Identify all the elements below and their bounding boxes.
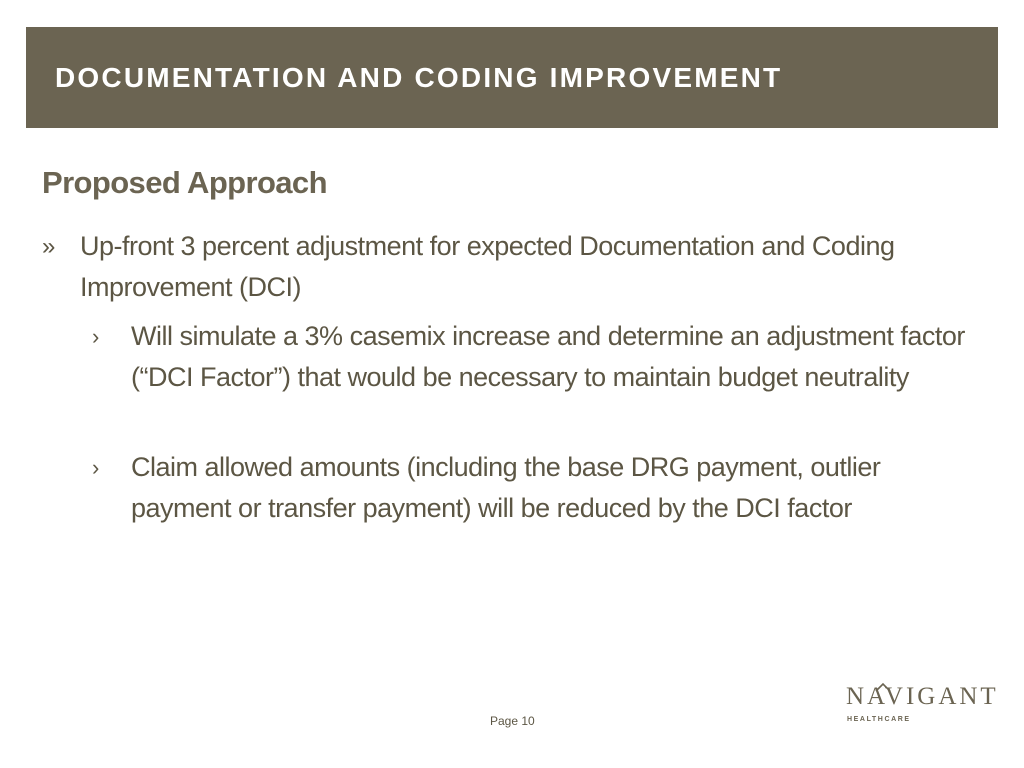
- sub-bullet-item: [92, 316, 972, 398]
- slide-title: DOCUMENTATION AND CODING IMPROVEMENT: [55, 62, 783, 93]
- page-number: Page 10: [490, 714, 535, 728]
- sub-bullet-text: Will simulate a 3% casemix increase and determine an adjustment factor (“DCI Factor”) that would be necessary to maintain budget neutrality: [131, 321, 965, 392]
- section-heading: Proposed Approach: [42, 165, 327, 200]
- bullet-marker: »: [42, 233, 55, 260]
- sub-bullet-marker: ›: [92, 324, 99, 349]
- bullet-item: [42, 226, 982, 308]
- sub-bullet-text: Claim allowed amounts (including the base DRG payment, outlier payment or transfer payment) will be reduced by the DCI factor: [131, 452, 881, 523]
- logo-subtitle: HEALTHCARE: [847, 716, 911, 723]
- bullet-text: Up-front 3 percent adjustment for expected Documentation and Coding Improvement (DCI): [80, 231, 895, 302]
- sub-bullet-marker: ›: [92, 455, 99, 480]
- title-bar: [26, 27, 998, 128]
- navigant-logo: [846, 682, 999, 730]
- sub-bullet-item: [92, 447, 972, 529]
- logo-name: NAVIGANT: [846, 683, 999, 710]
- chevron-up-icon: [875, 682, 891, 692]
